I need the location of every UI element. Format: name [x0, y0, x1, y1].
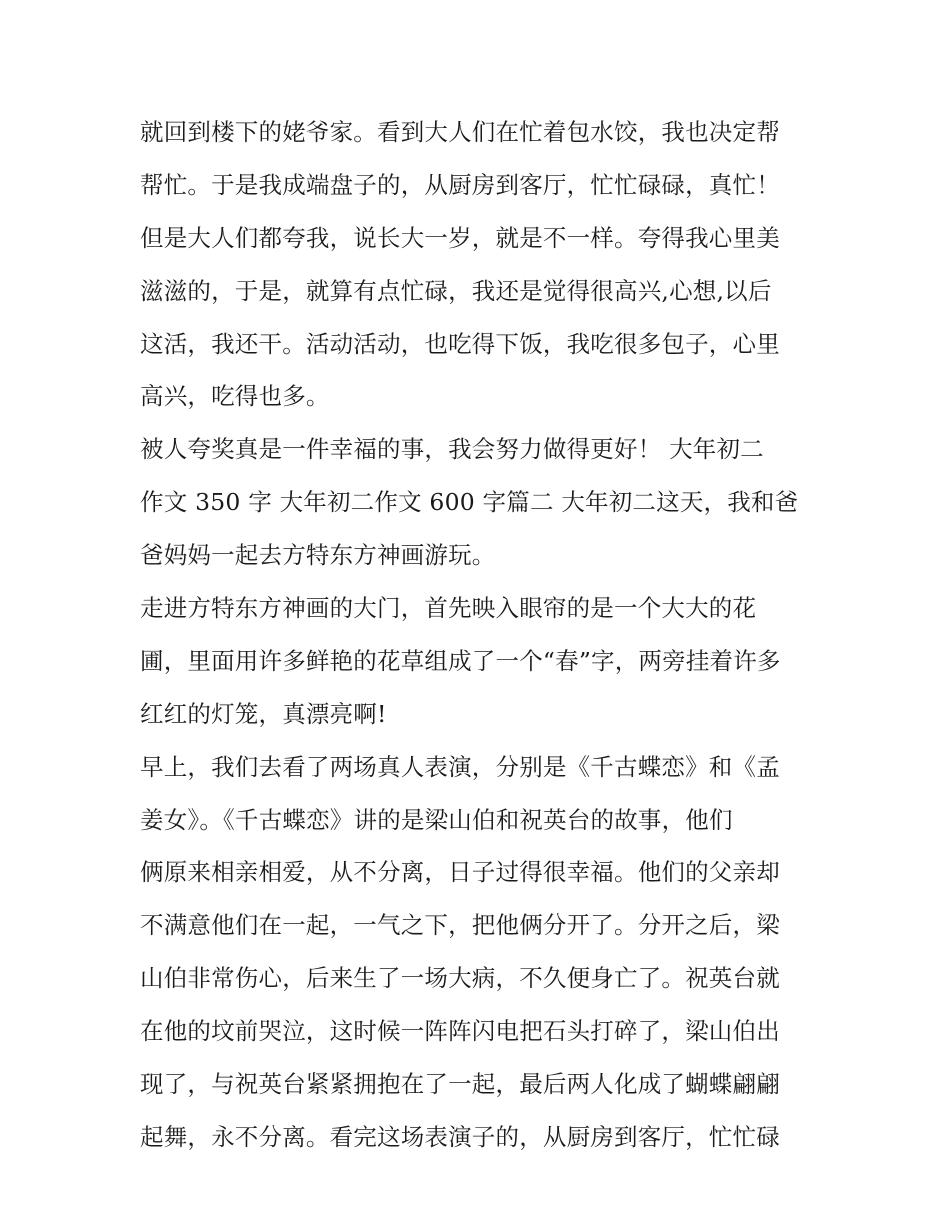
text-line: 但是大人们都夸我，说长大一岁，就是不一样。夸得我心里美 [140, 223, 780, 252]
text-line: 就回到楼下的姥爷家。看到大人们在忙着包水饺，我也决定帮 [140, 118, 780, 146]
text-line: 高兴，吃得也多。 [140, 382, 330, 411]
essay-text [140, 106, 820, 1164]
text-line: 在他的坟前哭泣，这时候一阵阵闪电把石头打碎了，梁山伯出 [140, 1017, 780, 1046]
text-line: 帮忙。于是我成端盘子的，从厨房到客厅，忙忙碌碌，真忙！ [140, 170, 780, 199]
text-line: 早上，我们去看了两场真人表演，分别是《千古蝶恋》和《孟 [140, 752, 780, 781]
text-line: 不满意他们在一起，一气之下，把他俩分开了。分开之后，梁 [140, 911, 780, 940]
text-line: 作文 350 字 大年初二作文 600 字篇二 大年初二这天，我和爸 [140, 488, 799, 517]
text-line: 爸妈妈一起去方特东方神画游玩。 [140, 541, 496, 570]
text-line: 走进方特东方神画的大门，首先映入眼帘的是一个大大的花 [140, 594, 757, 623]
text-line: 现了，与祝英台紧紧拥抱在了一起，最后两人化成了蝴蝶翩翩 [140, 1070, 780, 1099]
text-line: 滋滋的，于是，就算有点忙碌，我还是觉得很高兴,心想,以后 [140, 276, 772, 305]
text-line: 圃，里面用许多鲜艳的花草组成了一个“春”字，两旁挂着许多 [140, 646, 781, 675]
text-line: 姜女》。《千古蝶恋》讲的是梁山伯和祝英台的故事，他们 [140, 805, 733, 834]
text-line: 这活，我还干。活动活动，也吃得下饭，我吃很多包子，心里 [140, 329, 780, 358]
text-line: 起舞，永不分离。看完这场表演子的，从厨房到客厅，忙忙碌 [140, 1122, 780, 1151]
text-line: 被人夸奖真是一件幸福的事，我会努力做得更好！ 大年初二 [140, 435, 764, 464]
text-line: 红红的灯笼，真漂亮啊! [140, 699, 387, 728]
text-line: 山伯非常伤心，后来生了一场大病，不久便身亡了。祝英台就 [140, 964, 780, 993]
text-line: 俩原来相亲相爱，从不分离，日子过得很幸福。他们的父亲却 [140, 858, 780, 887]
